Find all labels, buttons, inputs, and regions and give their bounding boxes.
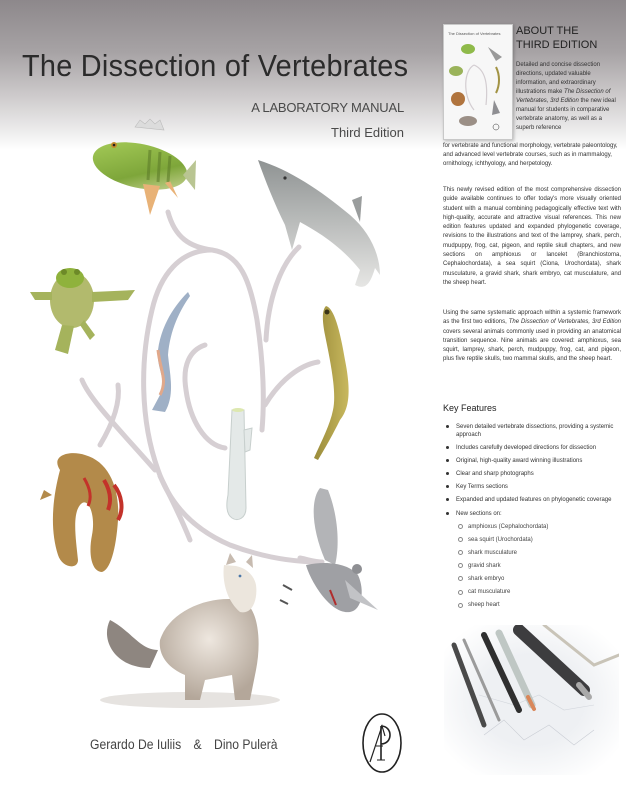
key-features-heading: Key Features bbox=[443, 403, 497, 413]
key-feature-item: Seven detailed vertebrate dissections, providing a systemic approach bbox=[443, 423, 623, 439]
about-intro-text-end: the new ideal manual for students in comparative vertebrate anatomy, as well as a superb reference bbox=[516, 98, 616, 131]
book-subtitle: A LABORATORY MANUAL bbox=[251, 100, 404, 115]
publisher-logo-icon bbox=[361, 712, 403, 774]
about-intro-book-title: The Dissection of Vertebrates, 3rd Edition bbox=[516, 89, 611, 104]
key-feature-item: Expanded and updated features on phylogenetic coverage bbox=[443, 496, 623, 504]
cat-illustration bbox=[100, 553, 280, 708]
new-section-item: amphioxus (Cephalochordata) bbox=[456, 523, 623, 531]
key-feature-item-new-sections bbox=[443, 510, 623, 610]
author-1: Gerardo De Iuliis bbox=[90, 737, 182, 752]
shark-illustration bbox=[258, 160, 380, 287]
paragraph-2-text-end: covers several animals commonly used in providing an anatomical transition sequence. Nine animals are covered: amphioxus, sea squirt, lamprey, shark, perch, mudpuppy, frog, cat, and pigeon, plus five reptile skulls, two mammal skulls, and the sheep heart. bbox=[443, 328, 621, 363]
about-heading bbox=[516, 24, 626, 52]
cover-thumbnail bbox=[443, 24, 513, 140]
about-intro bbox=[516, 61, 620, 133]
paragraph-2-book-title: The Dissection of Vertebrates, 3rd Edition bbox=[508, 319, 621, 326]
about-heading-line1: ABOUT THE bbox=[516, 25, 579, 37]
new-section-item: sheep heart bbox=[456, 601, 623, 609]
new-sections-label: New sections on: bbox=[456, 510, 502, 517]
description-paragraph-1: This newly revised edition of the most comprehensive dissection guide available continues to offer today's more visually oriented student with a manual combining pedagogically effective text with high-quality, accurate and attractive visual references. This new edition features updated and expanded phylogenetic coverage, revisions to the illustrations and text of the lamprey, shark, perch, mudpuppy, frog, cat, pigeon, and reptile skull chapters, and new sections on amphioxus or lancelet (Branchiostoma, Cephalochordata), a sea squirt (Ciona, Urochordata), shark musculature, a gravid shark, shark embryo, cat musculature, and the sheep heart. bbox=[443, 187, 621, 286]
dissection-tools-illustration bbox=[444, 625, 619, 775]
sea-squirt-illustration bbox=[227, 408, 252, 520]
key-feature-item: Key Terms sections bbox=[443, 483, 623, 491]
thumbnail-art bbox=[444, 25, 513, 140]
thumbnail-title: The Dissection of Vertebrates bbox=[448, 31, 501, 36]
lamprey-illustration bbox=[314, 306, 349, 460]
about-intro-text: Detailed and concise dissection directions, updated valuable information, and extraordinary illustrations make bbox=[516, 62, 601, 95]
new-section-item: cat musculature bbox=[456, 588, 623, 596]
key-feature-item: Includes carefully developed directions for dissection bbox=[443, 444, 623, 452]
perch-illustration bbox=[88, 119, 196, 215]
about-intro-continued: for vertebrate and functional morphology, vertebrate paleontology, and advanced level vertebrate courses, such as in mammalogy, ornithology, ichthyology, and herpetology. bbox=[443, 143, 618, 167]
new-section-item: gravid shark bbox=[456, 562, 623, 570]
pigeon-illustration bbox=[280, 488, 378, 612]
description-paragraph-2 bbox=[443, 309, 621, 365]
author-separator: & bbox=[193, 737, 202, 752]
key-feature-item: Original, high-quality award winning illustrations bbox=[443, 457, 623, 465]
frog-illustration bbox=[30, 268, 135, 354]
book-title: The Dissection of Vertebrates bbox=[22, 48, 409, 83]
mudpuppy-illustration bbox=[40, 453, 121, 572]
author-2: Dino Pulerà bbox=[214, 737, 278, 752]
paragraph-2-text: Using the same systematic approach within a systemic framework as the first two editions, bbox=[443, 310, 621, 326]
new-section-item: sea squirt (Urochordata) bbox=[456, 536, 623, 544]
about-heading-line2: THIRD EDITION bbox=[516, 39, 598, 51]
authors bbox=[90, 737, 278, 752]
new-sections-sublist bbox=[456, 523, 623, 610]
key-feature-item: Clear and sharp photographs bbox=[443, 470, 623, 478]
new-section-item: shark musculature bbox=[456, 549, 623, 557]
key-features-list bbox=[443, 423, 623, 614]
new-section-item: shark embryo bbox=[456, 575, 623, 583]
book-edition: Third Edition bbox=[331, 125, 404, 140]
